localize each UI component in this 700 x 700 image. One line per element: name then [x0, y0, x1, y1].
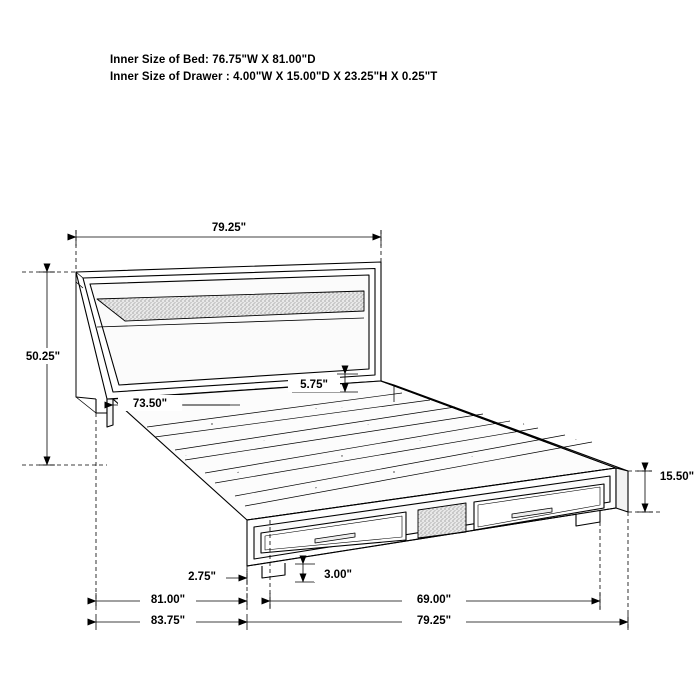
label-bed-depth-upper: 81.00" — [150, 594, 186, 606]
inner-size-bed-text: Inner Size of Bed: 76.75"W X 81.00"D — [110, 54, 316, 66]
label-footboard-height: 15.50" — [659, 471, 695, 483]
label-rail-drop: 5.75" — [300, 379, 328, 391]
dim-drawer-clearance — [295, 564, 315, 582]
bed-outline-group — [76, 262, 628, 578]
label-headboard-width: 79.25" — [211, 222, 247, 234]
label-headboard-height: 50.25" — [25, 351, 61, 363]
label-side-outer: 79.25" — [416, 615, 452, 627]
label-bed-depth-lower: 83.75" — [150, 615, 186, 627]
label-inner-width: 73.50" — [132, 398, 168, 410]
label-drawer-offset: 2.75" — [188, 571, 216, 583]
inner-size-drawer-text: Inner Size of Drawer : 4.00"W X 15.00"D X 23.25"H X 0.25"T — [110, 71, 438, 83]
left-side-rail — [107, 399, 113, 427]
label-side-inner: 69.00" — [416, 594, 452, 606]
label-drawer-clearance: 3.00" — [324, 569, 352, 581]
